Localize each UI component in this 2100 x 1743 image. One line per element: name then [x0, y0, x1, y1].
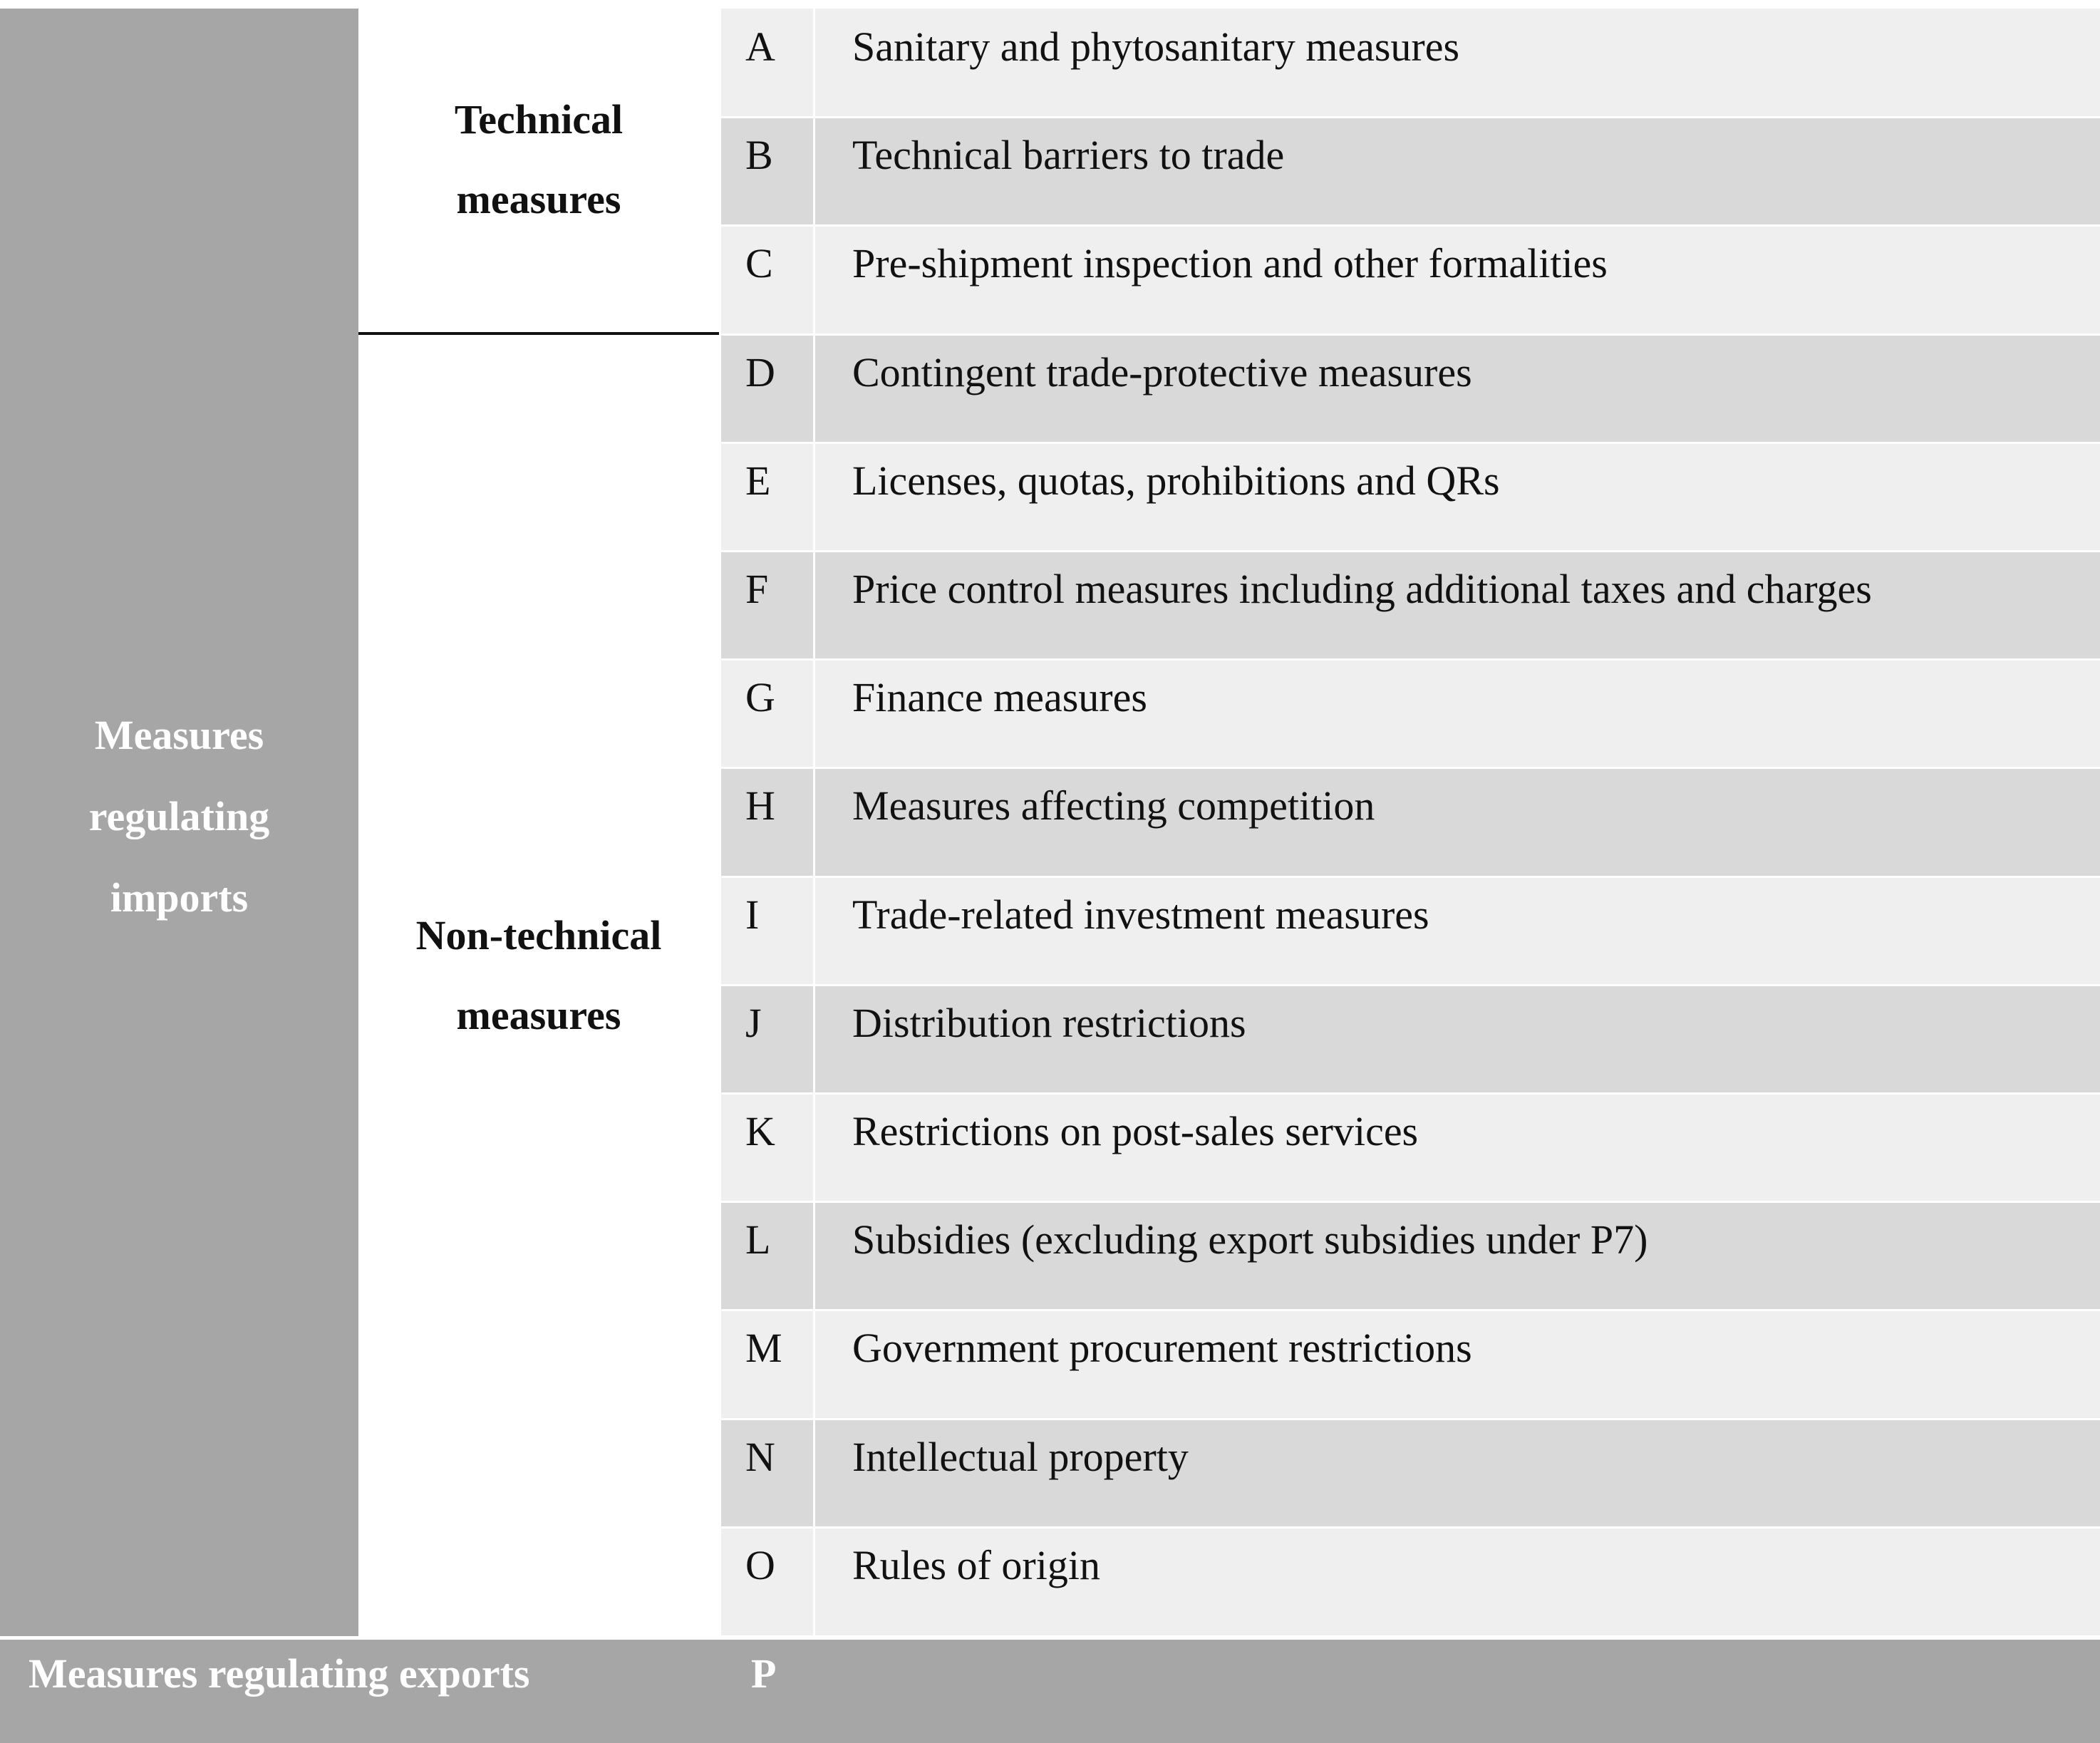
code-cell: [721, 117, 815, 225]
measure-row-g: [721, 659, 2100, 767]
description-cell: [815, 985, 2100, 1093]
code-cell: [721, 1419, 815, 1527]
row-divider: [721, 1201, 2100, 1203]
row-divider: [721, 1309, 2100, 1311]
measure-row-d: [721, 334, 2100, 443]
description-cell: [815, 1201, 2100, 1310]
code-cell: [721, 334, 815, 443]
measure-row-i: [721, 876, 2100, 985]
row-divider: [721, 1418, 2100, 1420]
measure-code: L: [745, 1216, 771, 1263]
measure-row-m: [721, 1310, 2100, 1418]
row-divider: [721, 1092, 2100, 1095]
measure-description: Restrictions on post-sales services: [852, 1108, 1419, 1154]
measure-description: Sanitary and phytosanitary measures: [852, 24, 1460, 70]
exports-code: P: [751, 1650, 777, 1697]
row-divider: [721, 876, 2100, 878]
measure-code: C: [745, 240, 773, 286]
description-cell: [815, 659, 2100, 767]
measure-code: D: [745, 349, 775, 395]
measure-row-k: [721, 1093, 2100, 1201]
measure-row-b: [721, 117, 2100, 225]
row-divider: [721, 767, 2100, 769]
measure-code: J: [745, 1000, 762, 1046]
measure-description: Pre-shipment inspection and other formalities: [852, 240, 1608, 286]
measure-description: Measures affecting competition: [852, 782, 1375, 829]
measures-table: [721, 9, 2100, 1636]
measure-row-h: [721, 767, 2100, 876]
measure-description: Licenses, quotas, prohibitions and QRs: [852, 457, 1500, 504]
measure-code: M: [745, 1325, 782, 1371]
row-divider: [721, 984, 2100, 986]
measure-code: F: [745, 566, 769, 612]
measure-description: Rules of origin: [852, 1542, 1100, 1588]
measure-code: B: [745, 132, 773, 178]
description-cell: [815, 551, 2100, 659]
description-cell: [815, 117, 2100, 225]
description-cell: [815, 1527, 2100, 1635]
measure-code: A: [745, 24, 775, 70]
measure-code: N: [745, 1434, 775, 1480]
row-divider: [721, 1526, 2100, 1529]
description-cell: [815, 767, 2100, 876]
measure-description: Technical barriers to trade: [852, 132, 1285, 178]
row-divider: [721, 333, 2100, 336]
row-divider: [721, 116, 2100, 118]
measure-row-n: [721, 1419, 2100, 1527]
code-cell: [721, 443, 815, 551]
measure-code: H: [745, 782, 775, 829]
code-cell: [721, 1201, 815, 1310]
description-cell: [815, 334, 2100, 443]
measure-description: Government procurement restrictions: [852, 1325, 1472, 1371]
description-cell: [815, 225, 2100, 333]
measure-row-c: [721, 225, 2100, 333]
code-cell: [721, 551, 815, 659]
code-cell: [721, 659, 815, 767]
description-cell: [815, 9, 2100, 117]
measure-description: Contingent trade-protective measures: [852, 349, 1472, 395]
code-cell: [721, 1310, 815, 1418]
measure-row-l: [721, 1201, 2100, 1310]
non-technical-measures-label: Non-technical measures: [415, 912, 662, 1038]
description-cell: [815, 1310, 2100, 1418]
code-cell: [721, 767, 815, 876]
imports-label: Measures regulating imports: [88, 712, 270, 921]
measure-description: Price control measures including additional taxes and charges: [852, 566, 1872, 612]
measure-description: Finance measures: [852, 674, 1147, 720]
code-cell: [721, 9, 815, 117]
code-cell: [721, 1093, 815, 1201]
measure-row-f: [721, 551, 2100, 659]
code-cell: [721, 1527, 815, 1635]
description-cell: [815, 1419, 2100, 1527]
code-cell: [721, 225, 815, 333]
technical-measures-label: Technical measures: [454, 96, 624, 222]
row-divider: [721, 442, 2100, 444]
row-divider: [721, 550, 2100, 552]
measure-description: Intellectual property: [852, 1434, 1189, 1480]
description-cell: [815, 876, 2100, 985]
measure-description: Distribution restrictions: [852, 1000, 1246, 1046]
description-cell: [815, 1093, 2100, 1201]
measure-code: K: [745, 1108, 775, 1154]
exports-label: Measures regulating exports: [29, 1650, 530, 1697]
row-divider: [721, 658, 2100, 661]
code-cell: [721, 876, 815, 985]
measure-description: Trade-related investment measures: [852, 891, 1429, 938]
code-cell: [721, 985, 815, 1093]
row-divider: [721, 224, 2100, 227]
measure-code: O: [745, 1542, 775, 1588]
measure-description: Subsidies (excluding export subsidies under P7): [852, 1216, 1648, 1263]
measure-code: E: [745, 457, 771, 504]
description-cell: [815, 443, 2100, 551]
measure-row-a: [721, 9, 2100, 117]
measure-code: G: [745, 674, 775, 720]
measure-code: I: [745, 891, 760, 938]
measure-row-o: [721, 1527, 2100, 1635]
measure-row-j: [721, 985, 2100, 1093]
measure-row-e: [721, 443, 2100, 551]
